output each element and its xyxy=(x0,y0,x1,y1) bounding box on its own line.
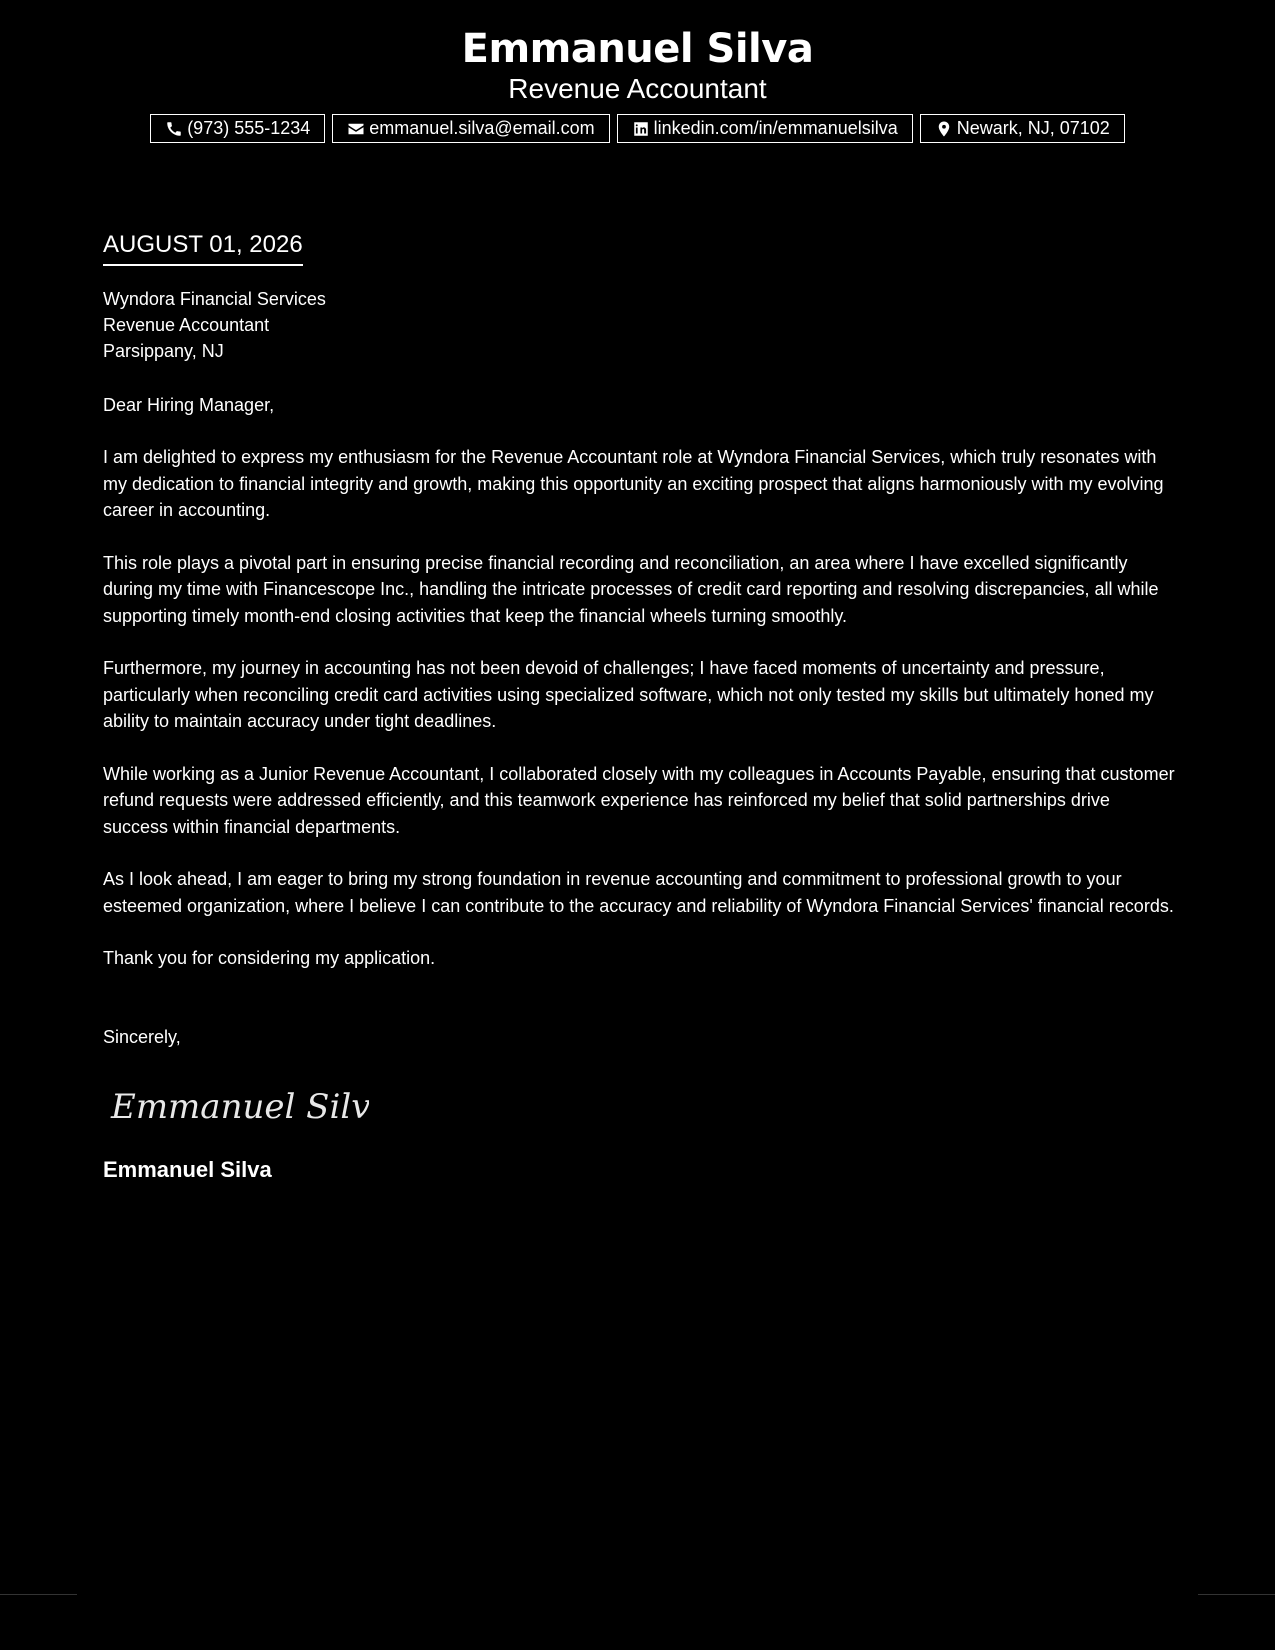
signature-graphic xyxy=(109,1078,369,1134)
map-marker-icon xyxy=(935,120,953,138)
email-text: emmanuel.silva@email.com xyxy=(369,118,595,138)
paragraph: This role plays a pivotal part in ensuring precise financial recording and reconciliation, an area where I have excelled significantly during my time with Financescope Inc., handling the intricate processes of credit card reporting and resolving discrepancies, all while supporting timely month-end closing activities that keep the financial wheels turning smoothly. xyxy=(103,552,1159,626)
footer-divider-left xyxy=(0,1594,77,1595)
envelope-icon xyxy=(347,120,365,138)
phone-icon xyxy=(165,120,183,138)
applicant-title: Revenue Accountant xyxy=(508,73,767,104)
signature-text: Emmanuel Silva xyxy=(111,1086,369,1127)
contact-bar xyxy=(0,114,1275,143)
signed-name: Emmanuel Silva xyxy=(103,1156,272,1182)
phone-text: (973) 555-1234 xyxy=(187,118,311,138)
letter-header xyxy=(0,0,1275,143)
letter-date: AUGUST 01, 2026 xyxy=(103,228,303,266)
linkedin-icon xyxy=(632,120,650,138)
contact-location[interactable] xyxy=(920,114,1125,143)
closing: Sincerely, xyxy=(103,1026,181,1047)
letter-body xyxy=(103,228,1175,1184)
recipient-company: Wyndora Financial Services xyxy=(103,289,326,309)
salutation: Dear Hiring Manager, xyxy=(103,395,275,415)
recipient-position: Revenue Accountant xyxy=(103,315,270,335)
location-text: Newark, NJ, 07102 xyxy=(956,118,1110,138)
footer-divider-right xyxy=(1198,1594,1275,1595)
paragraph: As I look ahead, I am eager to bring my strong foundation in revenue accounting and commitment to professional growth to your esteemed organization, where I believe I can contribute to the accuracy and reliability of Wyndora Financial Services' financial records. xyxy=(103,869,1174,916)
contact-email[interactable] xyxy=(332,114,609,143)
paragraph: Thank you for considering my application. xyxy=(103,948,436,968)
paragraph: I am delighted to express my enthusiasm for the Revenue Accountant role at Wyndora Financial Services, which truly resonates with my dedication to financial integrity and growth, making this opportunity an exciting prospect that aligns harmoniously with my evolving career in accounting. xyxy=(103,447,1164,520)
signature-image xyxy=(109,1078,1175,1134)
contact-linkedin[interactable] xyxy=(617,114,913,143)
paragraph: While working as a Junior Revenue Accountant, I collaborated closely with my colleagues in Accounts Payable, ensuring that customer refund requests were addressed efficiently, and this teamwork experience has reinforced my belief that solid partnerships drive success within financial departments. xyxy=(103,763,1175,837)
recipient-block xyxy=(103,286,1175,364)
contact-phone[interactable] xyxy=(150,114,325,143)
applicant-name: Emmanuel Silva xyxy=(461,26,814,72)
paragraph: Furthermore, my journey in accounting has not been devoid of challenges; I have faced moments of uncertainty and pressure, particularly when reconciling credit card activities using specialized software, which not only tested my skills but ultimately honed my ability to maintain accuracy under tight deadlines. xyxy=(103,658,1154,731)
recipient-location: Parsippany, NJ xyxy=(103,341,224,361)
linkedin-text: linkedin.com/in/emmanuelsilva xyxy=(653,118,898,138)
